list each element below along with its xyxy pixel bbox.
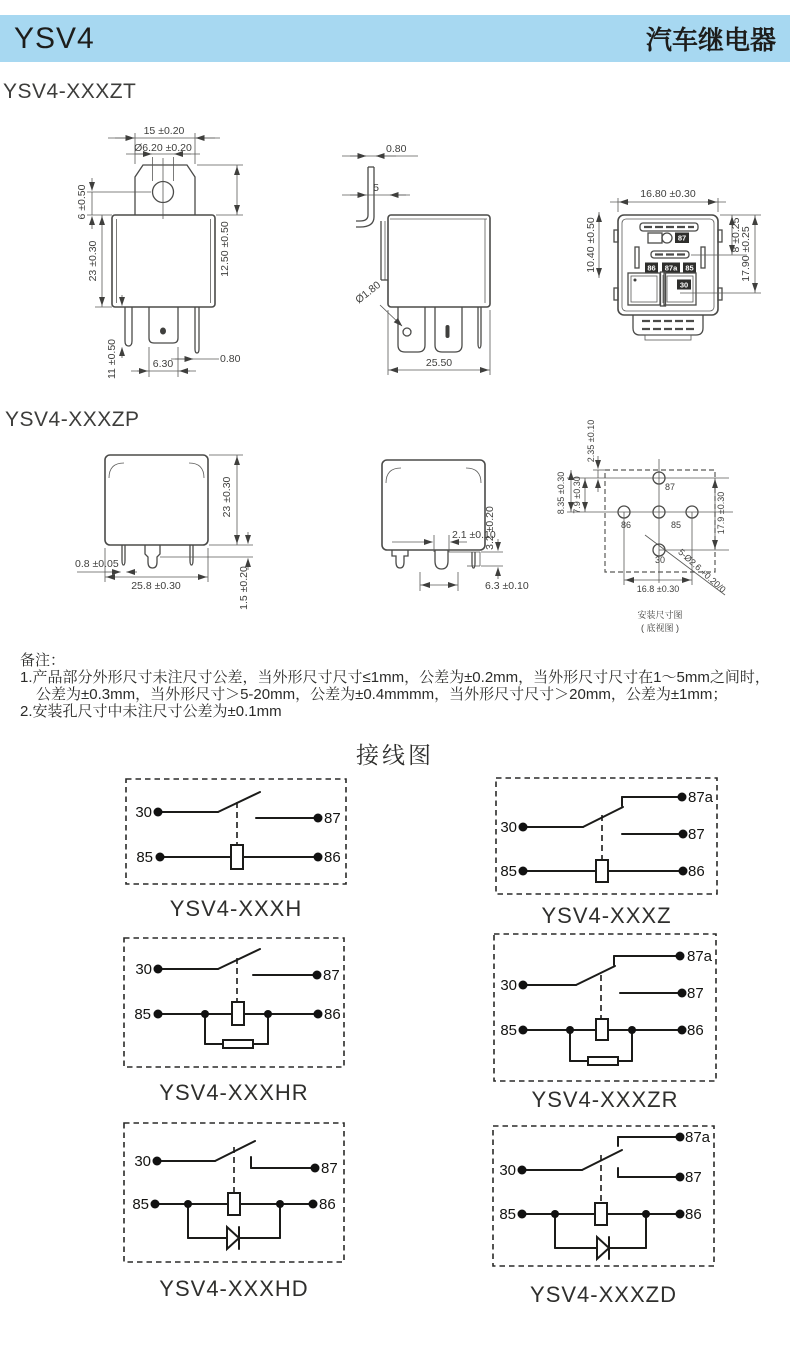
dim-label: 3.2 ±0.20: [484, 506, 496, 550]
terminal-label: 87a: [688, 789, 714, 806]
dim-label: 1.5 ±0.20: [238, 566, 250, 610]
terminal-label: 87: [685, 1169, 702, 1186]
pin-hole: [403, 328, 411, 336]
switch-contact: [583, 807, 623, 827]
section-title-zp: YSV4-XXXZP: [5, 408, 140, 431]
dim-label: 8 ±0.25: [730, 217, 742, 253]
coil-symbol: [228, 1193, 240, 1215]
resistor-symbol: [588, 1057, 618, 1065]
notes-label: 备注：: [20, 652, 66, 669]
terminal-label: 86: [685, 1206, 702, 1223]
pin: [195, 307, 199, 353]
dim-label: 0.80: [220, 353, 241, 365]
diagram-caption: YSV4-XXXZ: [541, 903, 672, 928]
terminal-label: 86: [688, 863, 705, 880]
relay-body-outline: [388, 215, 490, 307]
product-category-label: 汽车继电器: [645, 25, 776, 55]
resistor-symbol: [223, 1040, 253, 1048]
zp-mounting-layout-drawing: [555, 415, 790, 650]
terminal-label: 87: [321, 1160, 338, 1177]
pin-label: 30: [679, 280, 689, 290]
terminal-label: 30: [135, 804, 152, 821]
terminal-label: 87: [323, 967, 340, 984]
pin-label: 86: [621, 520, 632, 530]
diagram-caption: YSV4-XXXH: [169, 896, 303, 921]
dim-label: 5: [373, 182, 379, 194]
dim-label: 7.9 ±0.30: [572, 476, 582, 514]
dim-label: 23 ±0.30: [87, 240, 99, 282]
pin: [392, 550, 408, 568]
pin-label: 87a: [664, 263, 678, 273]
wiring-diagram-hr: [123, 937, 345, 1068]
dim-label: 16.8 ±0.30: [636, 584, 680, 594]
terminal-label: 85: [500, 1022, 517, 1039]
notes-block: [20, 652, 782, 720]
header-band: [0, 15, 790, 62]
dim-label: 6.3 ±0.10: [485, 580, 529, 592]
dim-label: 17.9 ±0.30: [716, 491, 726, 535]
relay-body-outline: [105, 455, 208, 545]
terminal-label: 87a: [687, 948, 713, 965]
dim-label: 0.80: [386, 143, 407, 155]
dim-label: 15 ±0.20: [143, 125, 185, 137]
note-line: 1.产品部分外形尺寸未注尺寸公差，当外形尺寸尺寸≤1mm，公差为±0.2mm，当外形尺寸尺寸在1～5mm之间时，: [20, 669, 770, 686]
terminal-label: 86: [319, 1196, 336, 1213]
wiring-diagram-h: [125, 778, 347, 885]
pin-label: 87: [665, 482, 676, 492]
diagram-caption: YSV4-XXXZR: [531, 1087, 679, 1112]
dim-label: 6.30: [152, 358, 174, 370]
wiring-diagram-zr: [493, 933, 717, 1082]
terminal-label: 30: [134, 1153, 151, 1170]
wiring-diagram-zd: [492, 1125, 715, 1267]
switch-contact: [218, 792, 260, 812]
pin: [478, 307, 481, 348]
dim-label: 2.1 ±0.10: [452, 529, 496, 541]
pin: [149, 307, 178, 343]
switch-contact: [218, 949, 260, 969]
terminal-label: 85: [500, 863, 517, 880]
wiring-section-title: 接线图: [356, 742, 434, 768]
dim-label: 17.90 ±0.25: [740, 226, 752, 282]
terminal-label: 85: [132, 1196, 149, 1213]
pin-label: 30: [655, 555, 666, 565]
bracket-outline: [356, 167, 368, 221]
pin: [435, 550, 448, 569]
dim-label: 2.35 ±0.10: [586, 419, 596, 463]
coil-symbol: [596, 1019, 608, 1040]
terminal-label: 85: [499, 1206, 516, 1223]
terminal-label: 85: [134, 1006, 151, 1023]
pin-label: 86: [647, 263, 656, 273]
pin: [472, 552, 475, 568]
dim-label: 25.50: [425, 357, 453, 369]
coil-symbol: [595, 1203, 607, 1225]
dim-label: 25.8 ±0.30: [131, 580, 181, 592]
layout-caption: ( 底视图 ): [641, 623, 679, 633]
terminal-label: 87a: [685, 1129, 711, 1146]
pin: [125, 307, 132, 346]
zt-front-view-drawing: [75, 115, 340, 390]
terminal-label: 87: [324, 810, 341, 827]
switch-contact: [582, 1150, 622, 1170]
terminal-label: 86: [324, 1006, 341, 1023]
pin: [190, 545, 193, 565]
wiring-diagram-hd: [123, 1122, 345, 1263]
terminal-label: 87: [687, 985, 704, 1002]
dim-label: 11 ±0.50: [106, 338, 118, 380]
terminal-label: 30: [500, 819, 517, 836]
terminal-label: 86: [324, 849, 341, 866]
pin-label: 85: [671, 520, 682, 530]
relay-body-outline: [112, 215, 215, 307]
coil-symbol: [231, 845, 243, 869]
dim-label: 6 ±0.50: [76, 184, 88, 220]
pin-label: 85: [685, 263, 694, 273]
note-line: 2.安装孔尺寸中未注尺寸公差为±0.1mm: [20, 703, 282, 720]
switch-contact: [576, 966, 615, 985]
dim-label: 5-Ø2.6 +0.20/0: [676, 546, 728, 595]
dim-label: 8.35 ±0.30: [556, 471, 566, 515]
terminal-label: 30: [499, 1162, 516, 1179]
section-title-zt: YSV4-XXXZT: [3, 80, 137, 103]
dim-label: Ø6.20 ±0.20: [134, 142, 192, 154]
dim-label: 23 ±0.30: [221, 476, 233, 518]
switch-contact: [215, 1141, 255, 1161]
diode-symbol: [227, 1227, 239, 1249]
terminal-label: 30: [135, 961, 152, 978]
terminal-label: 30: [500, 977, 517, 994]
dim-label: 0.8 ±0.05: [75, 558, 119, 570]
note-line: 公差为±0.3mm，当外形尺寸＞5-20mm，公差为±0.4mmmm，当外形尺寸尺寸＞20mm，公差为±1mm；: [36, 686, 728, 703]
diagram-caption: YSV4-XXXHR: [159, 1080, 309, 1105]
pin: [145, 545, 160, 568]
diode-symbol: [597, 1237, 609, 1259]
zp-front-view-drawing: [75, 430, 315, 615]
zp-side-view-drawing: [355, 435, 565, 615]
wiring-diagram-z: [495, 777, 718, 895]
dim-label: 16.80 ±0.30: [640, 188, 696, 200]
layout-caption: 安装尺寸图: [637, 610, 683, 620]
coil-symbol: [596, 860, 608, 882]
terminal-label: 87: [688, 826, 705, 843]
mounting-tab-outline: [135, 165, 195, 215]
dim-label: Ø1.80: [353, 279, 384, 307]
page-title: YSV4: [14, 21, 95, 55]
dim-label: 12.50 ±0.50: [219, 221, 231, 277]
zt-side-view-drawing: [330, 125, 560, 390]
pin: [122, 545, 125, 565]
terminal-label: 85: [136, 849, 153, 866]
terminal-label: 86: [687, 1022, 704, 1039]
dim-label: 10.40 ±0.50: [585, 217, 597, 273]
diagram-caption: YSV4-XXXHD: [159, 1276, 309, 1301]
pin: [398, 307, 425, 352]
zt-bottom-view-drawing: [585, 160, 790, 365]
coil-symbol: [232, 1002, 244, 1025]
pin-label: 87: [677, 233, 687, 243]
diagram-caption: YSV4-XXXZD: [530, 1282, 677, 1307]
